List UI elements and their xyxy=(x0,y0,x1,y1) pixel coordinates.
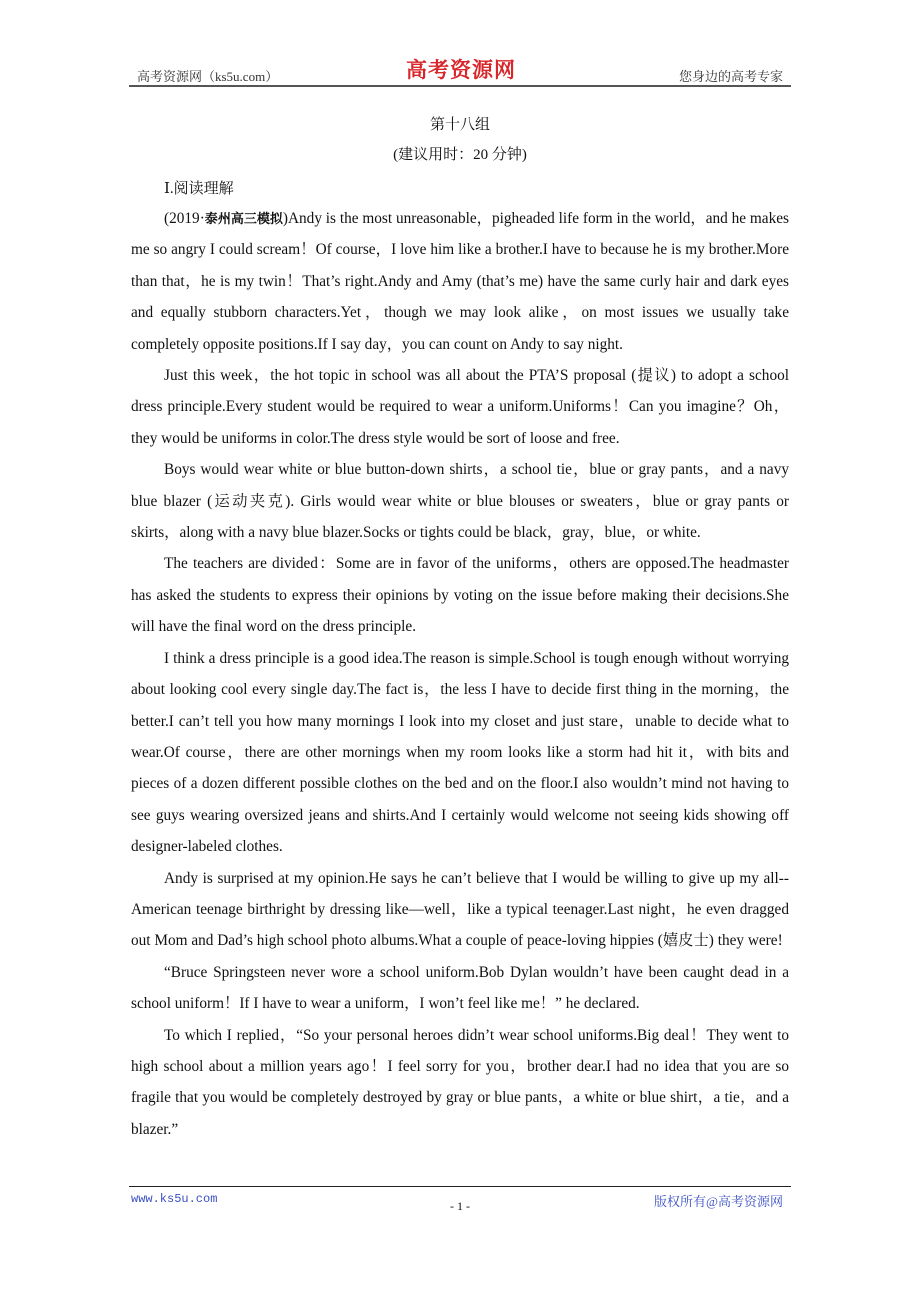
header-site-name: 高考资源网（ks5u.com） xyxy=(137,69,279,84)
suggested-time: (建议用时：20 分钟) xyxy=(393,147,527,163)
page-title: 第十八组 xyxy=(429,117,490,133)
paragraph-text: )Andy is the most unreasonable，pigheaded life form in the world，and he makes me so angry I could scream！Of course，I love him like a brother.I have to because he is my brother.More than that，he is my twin！That’s right.Andy and Amy (that’s me) have the same curly hair and dark eyes and equally stubborn characters.Yet，though we may look alike，on most issues we usually take completely opposite positions.If I say day，you can count on Andy to say night. xyxy=(131,210,789,353)
footer-link[interactable]: www.ks5u.com xyxy=(131,1192,218,1206)
header-slogan: 您身边的高考专家 xyxy=(678,69,783,84)
paragraph: Just this week，the hot topic in school was all about the PTA’S proposal (提议) to adopt a school dress principle.Every student would be required to wear a uniform.Uniforms！Can you imagine？Oh，they would be uniforms in color.The dress style would be sort of loose and free. xyxy=(131,367,789,447)
paragraph: The teachers are divided：Some are in favor of the uniforms，others are opposed.The headmaster has asked the students to express their opinions by voting on the issue before making their decisions.She will have the final word on the dress principle. xyxy=(131,555,789,636)
site-logo: 高考资源网 xyxy=(406,58,516,82)
paragraph xyxy=(131,203,789,360)
footer-copyright: 版权所有@高考资源网 xyxy=(654,1194,783,1209)
header-divider xyxy=(129,85,791,87)
paragraph: I think a dress principle is a good idea.The reason is simple.School is tough enough without worrying about looking cool every single day.The fact is，the less I have to decide first thing in the morning，the better.I can’t tell you how many mornings I look into my closet and just stare，unable to decide what to wear.Of course，there are other mornings when my room looks like a storm had hit it，with bits and pieces of a dozen different possible clothes on the bed and on the floor.I also wouldn’t mind not having to see guys wearing oversized jeans and shirts.And I certainly would welcome not seeing kids showing off designer-labeled clothes. xyxy=(131,649,789,856)
source-tag: 泰州高三模拟 xyxy=(204,211,283,226)
paragraph: “Bruce Springsteen never wore a school uniform.Bob Dylan wouldn’t have been caught dead in a school uniform！If I have to wear a uniform，I won’t feel like me！” he declared. xyxy=(131,963,789,1013)
page-number: - 1 - xyxy=(450,1199,470,1213)
paragraph: To which I replied，“So your personal heroes didn’t wear school uniforms.Big deal！They went to high school about a million years ago！I feel sorry for you，brother dear.I had no idea that you are so fragile that you would be completely destroyed by gray or blue pants，a white or blue shirt，a tie，and a blazer.” xyxy=(131,1026,789,1138)
footer-divider xyxy=(129,1186,791,1187)
paragraph: Boys would wear white or blue button-down shirts，a school tie，blue or gray pants，and a navy blue blazer (运动夹克). Girls would wear white or blue blouses or sweaters，blue or gray pants or skirts，along with a navy blue blazer.Socks or tights could be black，gray，blue，or white. xyxy=(131,461,789,542)
section-heading: Ⅰ.阅读理解 xyxy=(164,181,234,197)
paragraph: Andy is surprised at my opinion.He says he can’t believe that I would be willing to give up my all-American teenage birthright by dressing like—well，like a typical teenager.Last night，he even dragged out Mom and Dad’s high school photo albums.What a couple of peace-loving hippies (嬉皮士) they were! xyxy=(131,869,789,950)
reading-passage xyxy=(131,203,789,1145)
source-prefix: (2019· xyxy=(164,210,205,227)
